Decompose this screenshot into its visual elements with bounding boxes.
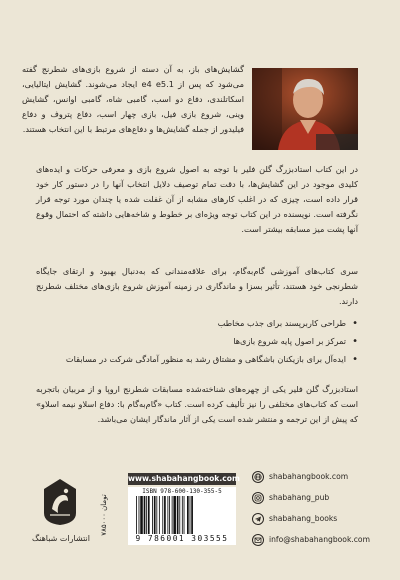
barcode-bar xyxy=(152,496,153,534)
website-link[interactable]: shabahangbook.com xyxy=(269,472,349,481)
telegram-icon xyxy=(252,513,264,525)
social-email xyxy=(252,534,382,548)
email-icon xyxy=(252,534,264,546)
author-bio-paragraph: استادبزرگ گلن فلیر یکی از چهره‌های شناخته‌شده مسابقات شطرنج اروپا و از مربیان باتجربه است که کتاب‌های مختلفی را نیز تألیف کرده است. کتاب «گام‌به‌گام با: دفاع اسلاو نیمه اسلاو» که پیش از این ترجمه و منتشر شده است یکی از آثار ماندگار ایشان می‌باشد. xyxy=(36,384,358,424)
barcode-bar xyxy=(173,496,176,534)
intro-paragraph: گشایش‌های باز، به آن دسته از شروع بازی‌های شطرنج گفته می‌شود که پس از 1.e4 e5 ایجاد می‌شوند. گشایش ایتالیایی، اسکاتلندی، دفاع دو اسب، گامبی شاه، گامبی اوانس، گشایش وینی، شروع بازی فیل، بازی چهار اسب، دفاع پتروف و دفاع فیلیدور از جمله گشایش‌ها و دفاع‌های مرتبط با این انتخاب هستند. xyxy=(22,64,244,134)
barcode-bar xyxy=(162,496,163,534)
description-paragraph-1: در این کتاب استادبزرگ گلن فلیر با توجه به اصول شروع بازی و معرفی حرکات و ایده‌های کلیدی موجود در این گشایش‌ها، با دقت تمام توصیف دلایل انتخاب آنها را در دستور کار خود قرار داده است، چیزی که در اغلب کارهای مشابه از آن غفلت شده یا چندان مورد توجه قرار نگرفته است. نویسنده در این کتاب توجه ویژه‌ای بر خطوط و شاخه‌هایی داشته که احتمال وقوع آنها پشت میز مسابقه بیشتر است. xyxy=(36,164,358,234)
barcode-bar xyxy=(182,496,183,534)
barcode-bar xyxy=(187,496,189,534)
barcode-bar xyxy=(154,496,156,534)
social-globe xyxy=(252,471,382,485)
list-item: • طراحی کاربرپسند برای جذب مخاطب xyxy=(36,316,358,331)
barcode xyxy=(136,496,228,534)
barcode-bar xyxy=(184,496,185,534)
barcode-number: 9 786001 303555 xyxy=(135,534,229,543)
barcode-bar xyxy=(159,496,160,534)
feature-list xyxy=(36,316,358,370)
barcode-bar xyxy=(148,496,150,534)
barcode-bar xyxy=(164,496,166,534)
globe-icon xyxy=(252,471,264,483)
email-address[interactable]: info@shabahangbook.com xyxy=(269,535,370,544)
website-bar: www.shabahangbook.com xyxy=(128,474,240,483)
barcode-bar xyxy=(172,496,173,534)
barcode-bar xyxy=(144,496,146,534)
barcode-bar xyxy=(140,496,143,534)
barcode-bar xyxy=(156,496,157,534)
author-photo xyxy=(252,68,358,150)
list-item: • ایده‌آل برای بازیکنان باشگاهی و مشتاق رشد به منظور آمادگی شرکت در مسابقات xyxy=(36,352,358,367)
barcode-box xyxy=(128,487,236,545)
barcode-bar xyxy=(167,496,168,534)
barcode-bar xyxy=(169,496,170,534)
barcode-bar xyxy=(177,496,179,534)
barcode-bar xyxy=(179,496,180,534)
barcode-bar xyxy=(136,496,137,534)
barcode-bar xyxy=(190,496,191,534)
social-telegram xyxy=(252,513,382,527)
description-paragraph-2: سری کتاب‌های آموزشی گام‌به‌گام، برای علاقه‌مندانی که به‌دنبال بهبود و ارتقای جایگاه شطرنجی خود هستند، تأثیر بسزا و ماندگاری در زمینه آموزش شروع بازی‌های مختلف شطرنج دارند. xyxy=(36,266,358,306)
instagram-icon xyxy=(252,492,264,504)
price-label: ۷۸۵۰۰۰ تومان xyxy=(100,494,108,536)
barcode-bar xyxy=(139,496,140,534)
social-instagram xyxy=(252,492,382,506)
barcode-bar xyxy=(146,496,147,534)
publisher-name: انتشارات شباهنگ xyxy=(32,534,90,543)
instagram-handle[interactable]: shabahang_pub xyxy=(269,493,330,502)
list-item: • تمرکز بر اصول پایه شروع بازی‌ها xyxy=(36,334,358,349)
publisher-logo xyxy=(40,477,80,527)
telegram-handle[interactable]: shabahang_books xyxy=(269,514,338,523)
isbn-text: ISBN 978-600-130-355-5 xyxy=(142,488,222,495)
barcode-bar xyxy=(191,496,193,534)
